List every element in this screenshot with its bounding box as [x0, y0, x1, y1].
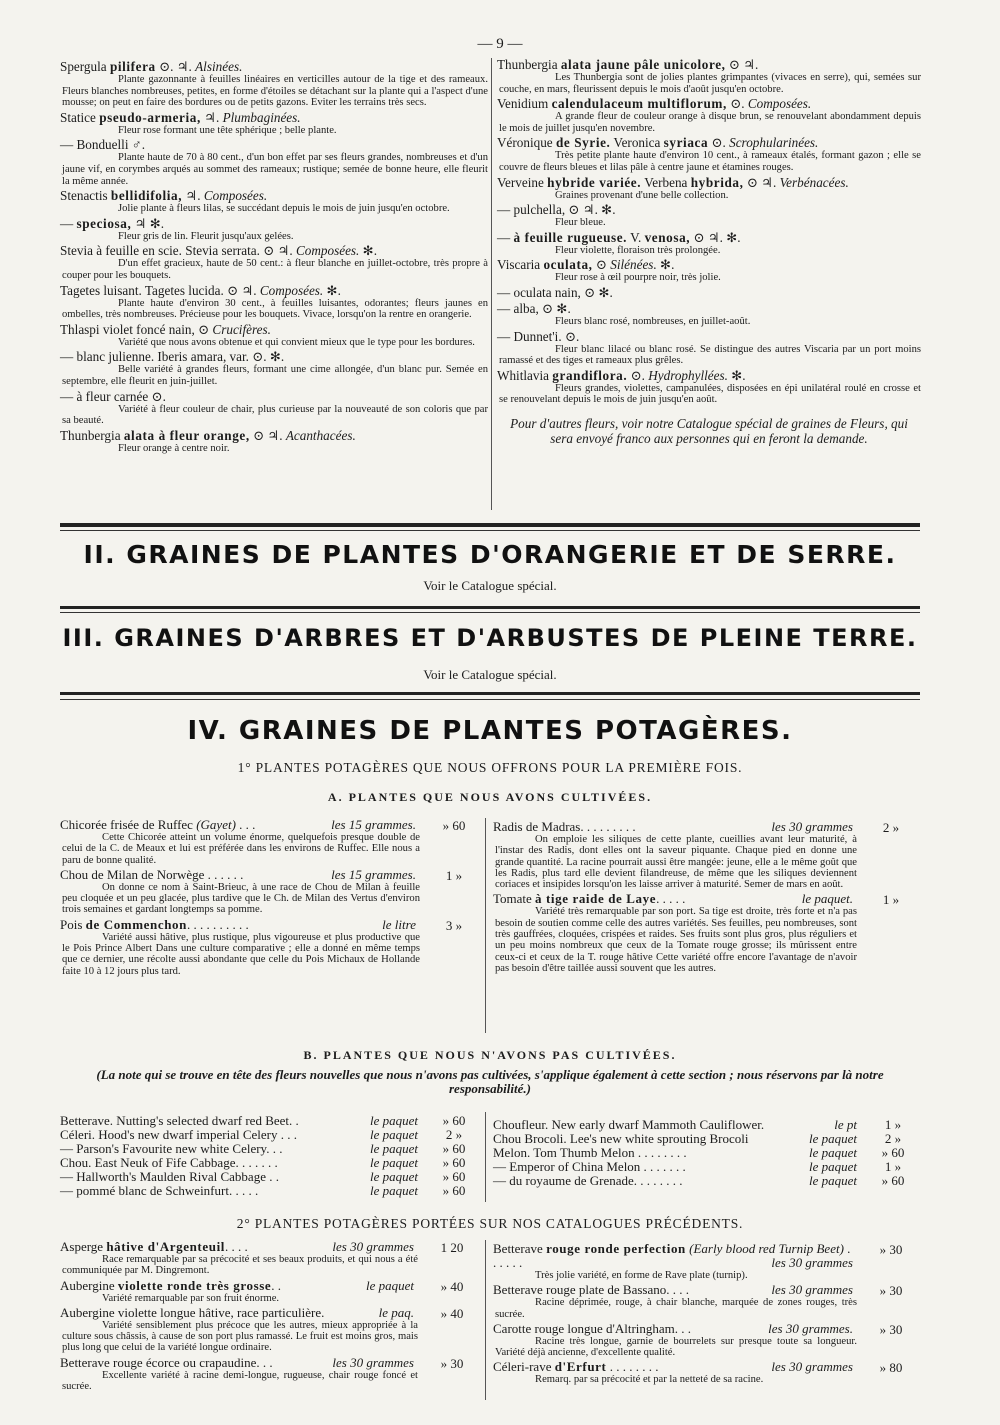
vegetable-name: Betterave rouge ronde perfection (Early blood red Turnip Beet) . . . . . . les 30 grammes	[493, 1241, 853, 1270]
vegetable-entry	[60, 866, 463, 916]
vegetable-entry	[493, 1282, 903, 1320]
flower-description: Graines provenant d'une belle collection.	[555, 189, 729, 201]
flower-name: Venidium calendulaceum multiflorum, ⊙. Composées.	[497, 96, 812, 112]
section-4-subheading-1: 1° PLANTES POTAGÈRES QUE NOUS OFFRONS POUR LA PREMIÈRE FOIS.	[237, 760, 743, 775]
section-title-4: IV. GRAINES DE PLANTES POTAGÈRES.	[187, 716, 793, 746]
vegetable-entry	[493, 891, 900, 974]
section-rule	[60, 692, 920, 695]
vegetable-description: Cette Chicorée atteint un volume énorme, quelquefois presque double de celui de la C. de Meaux et lui est préférée dans les environs de Ruffec. Elle nous a paru de bonne qualité.	[62, 832, 420, 866]
vegetable-name: Chou Brocoli. Lee's new white sprouting Brocoli	[493, 1131, 749, 1146]
flower-entry	[497, 302, 921, 328]
vegetable-entry	[493, 1359, 903, 1386]
vegetable-entry	[493, 1320, 903, 1359]
unit-label: les 30 grammes	[771, 819, 853, 834]
vegetable-name: Chicorée frisée de Ruffec (Gayet) . . . les 15 grammes.	[60, 817, 416, 832]
vegetable-name: Aubergine violette longue hâtive, race particulière. le paq.	[60, 1304, 414, 1320]
vegetable-name: Betterave rouge plate de Bassano. . . . les 30 grammes	[493, 1282, 853, 1298]
price: » 80	[879, 1360, 903, 1376]
flower-description: Plante haute de 70 à 80 cent., d'un bon effet par ses fleurs grandes, nombreuses et d'un jaune vif, en corymbes arqués au sommet des rameaux; rustique; semée de bonne heure, elle fleurit la même année.	[62, 152, 488, 187]
flower-entry	[60, 350, 488, 387]
subsection-b-heading: B. PLANTES QUE NOUS N'AVONS PAS CULTIVÉES.	[303, 1048, 677, 1062]
flower-entry	[60, 111, 488, 137]
price-row	[493, 1173, 905, 1188]
unit-label: les 30 grammes.	[768, 1320, 853, 1336]
vegetable-entry	[60, 817, 466, 866]
vegetable-name: Radis de Madras. . . . . . . . . les 30 grammes	[493, 819, 853, 834]
flower-name: Thlaspi violet foncé nain, ⊙ Crucifères.	[60, 321, 271, 337]
unit-label: le paquet	[365, 1277, 414, 1293]
price-row	[493, 1131, 902, 1146]
vegetable-entry	[60, 1277, 464, 1304]
vegetable-description: Racine déprimée, rouge, à chair blanche, marquée de zones rouges, très sucrée.	[495, 1297, 857, 1320]
unit-label: le paquet	[369, 1127, 418, 1142]
flower-entry	[497, 203, 921, 229]
vegetable-entry	[493, 1241, 903, 1281]
vegetable-name: — Emperor of China Melon . . . . . . .	[493, 1159, 686, 1174]
vegetable-name: Betterave rouge écorce ou crapaudine. . . les 30 grammes	[60, 1354, 414, 1370]
section-4-subheading-2: 2° PLANTES POTAGÈRES PORTÉES SUR NOS CATALOGUES PRÉCÉDENTS.	[236, 1216, 744, 1231]
vegetable-description: Variété aussi hâtive, plus rustique, plus vigoureuse et plus productive que le Pois Prince Albert Dans une culture comparative ; elle a donné en même temps que ce dernier, une récolte aussi abondante que celle du Pois Michaux de Hollande faite 10 à 12 jours plus tard.	[62, 931, 420, 977]
flower-entry	[60, 429, 488, 455]
vegetable-description: Racine très longue, garnie de bourrelets sur presque toute sa longueur. Variété déjà ancienne, d'excellente qualité.	[495, 1335, 857, 1359]
flower-name: Thunbergia alata à fleur orange, ⊙ ♃. Acanthacées.	[60, 427, 356, 443]
vegetable-description: Variété très remarquable par son port. Sa tige est droite, très forte et n'a pas besoin de soutien comme celle des autres variétés. Ses feuilles, peu nombreuses, sont très gauffrées, cloquées, crispées et raides. Ses fruits sont plus gros, plus réguliers et un peu moins nombreux que ceux de la Tomate rouge grosse; ils mûrissent entre ceux-ci et ceux de la T. rouge hâtive Cette variété offre encore l'avantage de n'avoir pas besoin d'être taillée aussi souvent que les autres.	[495, 906, 857, 974]
left-column	[60, 60, 488, 456]
section-subtitle-3: Voir le Catalogue spécial.	[423, 667, 557, 682]
price: 1 »	[884, 1159, 902, 1174]
unit-label: les 15 grammes.	[331, 817, 416, 832]
flower-entry	[60, 284, 488, 321]
flower-name: — Bonduelli ♂.	[60, 137, 145, 153]
veg-a-left	[60, 817, 466, 979]
vegetable-name: — du royaume de Grenade. . . . . . . .	[493, 1173, 683, 1188]
price: » 60	[442, 1169, 466, 1184]
flower-description: Fleurs grandes, violettes, campanulées, disposées en épi unilatéral roulé en crosse et se renouvelant depuis le mois de juin jusqu'en août.	[499, 382, 921, 406]
unit-label: les 30 grammes	[332, 1239, 414, 1254]
vegetable-name: Chou de Milan de Norwège . . . . . . les 15 grammes.	[60, 866, 416, 882]
vegetable-name: Tomate à tige raide de Laye. . . . . le paquet.	[493, 891, 853, 907]
vegetable-name: Aubergine violette ronde très grosse. . le paquet	[60, 1277, 414, 1293]
price-row	[60, 1169, 466, 1184]
price: » 30	[879, 1321, 903, 1337]
veg-c-right	[493, 1241, 903, 1388]
flower-description: D'un effet gracieux, haute de 50 cent.: à fleur blanche en juillet-octobre, très propre à couper pour les bouquets.	[62, 258, 488, 281]
veg-c-left	[60, 1239, 464, 1394]
unit-label: le paquet	[808, 1173, 857, 1188]
vegetable-name: Asperge hâtive d'Argenteuil. . . . les 30 grammes	[60, 1239, 414, 1254]
unit-label: les 30 grammes	[771, 1359, 853, 1375]
section-rule	[60, 699, 920, 700]
section-title-3: III. GRAINES D'ARBRES ET D'ARBUSTES DE PLEINE TERRE.	[62, 624, 918, 652]
price: » 60	[442, 1183, 466, 1198]
unit-label: le pt	[834, 1117, 857, 1132]
vegetable-name: Carotte rouge longue d'Altringham. . . les 30 grammes.	[493, 1320, 853, 1336]
flower-description: Fleurs blanc rosé, nombreuses, en juillet-août.	[555, 315, 751, 327]
veg-a-right	[493, 819, 900, 976]
section-title-2: II. GRAINES DE PLANTES D'ORANGERIE ET DE SERRE.	[83, 540, 897, 569]
vegetable-name: — Hallworth's Maulden Rival Cabbage . .	[60, 1169, 279, 1184]
price: » 30	[879, 1242, 903, 1257]
subsection-a-heading: A. PLANTES QUE NOUS AVONS CULTIVÉES.	[327, 790, 653, 804]
veg-b-right	[493, 1117, 905, 1188]
column-divider	[485, 818, 486, 1033]
flower-name: Verveine hybride variée. Verbena hybrida, ⊙ ♃. Verbénacées.	[497, 174, 849, 190]
vegetable-name: Céleri-rave d'Erfurt . . . . . . . . les 30 grammes	[493, 1359, 853, 1375]
flower-name: Spergula pilifera ⊙. ♃. Alsinées.	[60, 59, 243, 74]
vegetable-description: Excellente variété à racine demi-longue, rugueuse, chair rouge foncé et sucrée.	[62, 1369, 418, 1393]
price: » 60	[442, 1155, 466, 1170]
price: 3 »	[445, 917, 463, 933]
price: » 60	[881, 1145, 905, 1160]
unit-label: les 30 grammes	[771, 1282, 853, 1298]
flower-name: Whitlavia grandiflora. ⊙. Hydrophyllées. ✻.	[497, 367, 746, 383]
vegetable-name: Céleri. Hood's new dwarf imperial Celery . . .	[60, 1127, 297, 1142]
flower-entry	[497, 176, 921, 202]
flower-name: Viscaria oculata, ⊙ Silénées. ✻.	[497, 257, 675, 273]
flower-entry	[497, 369, 921, 406]
flower-name: Stenactis bellidifolia, ♃. Composées.	[60, 188, 268, 204]
flower-name: — oculata nain, ⊙ ✻.	[497, 284, 613, 300]
unit-label: le paquet	[808, 1131, 857, 1146]
flower-entry	[497, 97, 921, 134]
price: » 30	[440, 1355, 464, 1371]
price: » 40	[440, 1278, 464, 1294]
flower-entry	[497, 58, 921, 95]
vegetable-entry	[60, 1354, 464, 1393]
flower-name: Tagetes luisant. Tagetes lucida. ⊙ ♃. Composées. ✻.	[60, 282, 341, 298]
vegetable-name: Betterave. Nutting's selected dwarf red Beet. .	[60, 1113, 299, 1128]
vegetable-description: Variété remarquable par son fruit énorme.	[102, 1292, 280, 1304]
flower-name: Statice pseudo-armeria, ♃. Plumbaginées.	[60, 109, 301, 125]
price: » 60	[442, 818, 466, 833]
column-divider	[485, 1240, 486, 1400]
vegetable-description: Variété sensiblement plus précoce que les autres, mieux appropriée à la culture sous châssis, à cause de son port plus ramassé. Le fruit est moins gros, mais plus long que celui de la variété longue ordinaire.	[62, 1319, 418, 1354]
flower-entry	[497, 330, 921, 367]
flower-description: Les Thunbergia sont de jolies plantes grimpantes (vivaces en serre), qui, semées sur couche, en mars, fleurissent depuis le mois d'août jusqu'en octobre.	[499, 72, 921, 95]
unit-label: le paquet	[369, 1141, 418, 1156]
flower-name: Thunbergia alata jaune pâle unicolore, ⊙ ♃.	[497, 57, 759, 72]
vegetable-name: Choufleur. New early dwarf Mammoth Cauliflower.	[493, 1117, 765, 1132]
column-divider	[491, 58, 492, 510]
vegetable-entry	[493, 819, 900, 891]
page-number: — 9 —	[477, 36, 523, 52]
unit-label: le paquet	[808, 1145, 857, 1160]
flower-name: — à feuille rugueuse. V. venosa, ⊙ ♃. ✻.	[497, 229, 741, 245]
flower-entry	[60, 189, 488, 215]
price-row	[60, 1127, 463, 1142]
unit-label: le paquet	[369, 1155, 418, 1170]
flower-entry	[60, 244, 488, 281]
price: » 30	[879, 1283, 903, 1299]
flower-name: Stevia à feuille en scie. Stevia serrata. ⊙ ♃. Composées. ✻.	[60, 243, 378, 259]
vegetable-name: Melon. Tom Thumb Melon . . . . . . . .	[493, 1145, 687, 1160]
flower-entry	[497, 286, 921, 300]
price-row	[60, 1141, 466, 1156]
flower-name: — à fleur carnée ⊙.	[60, 388, 166, 404]
unit-label: les 30 grammes	[332, 1354, 414, 1370]
flower-name: — pulchella, ⊙ ♃. ✻.	[497, 202, 616, 218]
flower-description: Fleur rose formant une tête sphérique ; belle plante.	[118, 124, 337, 136]
vegetable-description: Race remarquable par sa précocité et ses beaux produits, et qui nous a été communiquée par M. Dingremont.	[62, 1254, 418, 1277]
flower-entry	[60, 323, 488, 349]
flower-entry	[497, 258, 921, 284]
price-row	[493, 1117, 902, 1132]
unit-label: les 15 grammes.	[331, 866, 416, 882]
flower-name: — speciosa, ♃ ✻.	[60, 215, 165, 231]
unit-label: le litre	[382, 916, 416, 932]
flower-description: Fleur violette, floraison très prolongée.	[555, 244, 721, 256]
flower-description: Fleur blanc lilacé ou blanc rosé. Se distingue des autres Viscaria par un port moins ramassé et des tiges et rameaux plus grêles.	[499, 343, 921, 367]
flower-description: Jolie plante à fleurs lilas, se succédant depuis le mois de juin jusqu'en octobre.	[118, 203, 450, 215]
flower-entry	[60, 217, 488, 243]
unit-label: le paquet	[369, 1113, 418, 1128]
right-column	[497, 58, 921, 446]
section-subtitle-2: Voir le Catalogue spécial.	[423, 578, 557, 593]
catalogue-note: Pour d'autres fleurs, voir notre Catalogue spécial de graines de Fleurs, qui sera envoyé franco aux personnes qui en feront la demande.	[510, 415, 908, 446]
unit-label: le paquet.	[801, 891, 853, 907]
section-rule	[60, 612, 920, 613]
price-row	[493, 1159, 902, 1174]
price-row	[60, 1155, 466, 1170]
flower-description: Belle variété à grandes fleurs, formant une cime allongée, d'un blanc pur. Semée en septembre, elle fleurit en juin-juillet.	[62, 364, 488, 387]
flower-description: Très petite plante haute d'environ 10 cent., à rameaux étalés, formant gazon ; elle se couvre de fleurs bleues et lilas pâle à centre jaune et étamines rouges.	[499, 150, 921, 173]
price-row	[60, 1113, 466, 1128]
vegetable-name: — Parson's Favourite new white Celery. . .	[60, 1141, 283, 1156]
vegetable-entry	[60, 1239, 464, 1277]
flower-name: — alba, ⊙ ✻.	[497, 300, 571, 316]
flower-description: Plante gazonnante à feuilles linéaires en verticilles autour de la tige et des rameaux. Fleurs blanches nombreuses, petites, en forme d'étoiles se détachant sur la plante qui a l'aspect d'une mousse; on peut en faire des bordures ou de petits gazons. Eviter les terrains très secs.	[62, 74, 488, 109]
price: 1 20	[440, 1240, 464, 1255]
price: 1 »	[445, 867, 463, 883]
flower-description: Variété que nous avons obtenue et qui convient mieux que le type pour les bordures.	[118, 336, 475, 348]
vegetable-description: On donne ce nom à Saint-Brieuc, à une race de Chou de Milan à feuille peu cloquée et un peu glacée, plus tardive que le Ch. de Milan des Vertus d'environ trois semaines et gardant longtemps sa pomme.	[62, 881, 420, 916]
flower-description: Fleur bleue.	[555, 217, 606, 229]
unit-label: le paquet	[369, 1183, 418, 1198]
flower-description: Fleur gris de lin. Fleurit jusqu'aux gelées.	[118, 230, 294, 242]
price: 1 »	[882, 892, 900, 908]
vegetable-description: Très jolie variété, en forme de Rave plate (turnip).	[535, 1270, 748, 1281]
vegetable-name: Chou. East Neuk of Fife Cabbage. . . . . . .	[60, 1155, 278, 1170]
flower-name: — Dunnet'i. ⊙.	[497, 328, 580, 344]
flower-entry	[497, 136, 921, 173]
flower-description: Variété à fleur couleur de chair, plus curieuse par la nouveauté de son coloris que par sa beauté.	[62, 403, 488, 427]
section-rule	[60, 606, 920, 609]
unit-label: le paquet	[808, 1159, 857, 1174]
vegetable-name: — pommé blanc de Schweinfurt. . . . .	[60, 1183, 259, 1198]
price-row	[60, 1183, 466, 1198]
price: 2 »	[882, 820, 900, 835]
column-divider	[485, 1112, 486, 1202]
subsection-b-note: (La note qui se trouve en tête des fleurs nouvelles que nous n'avons pas cultivées, s'applique également à cette section ; nous réservons par là notre responsabilité.)	[96, 1067, 884, 1096]
vegetable-name: Pois de Commenchon. . . . . . . . . . le litre	[60, 916, 416, 932]
price: » 60	[442, 1141, 466, 1156]
unit-label: les 30 grammes	[771, 1255, 853, 1270]
unit-label: le paquet	[369, 1169, 418, 1184]
section-rule	[60, 523, 920, 527]
flower-description: Plante haute d'environ 30 cent., à feuilles luisantes, odorantes; fleurs jaunes en ombelles, très nombreuses. Précieuse pour les bouquets. Vivace, lorsqu'on la rentre en orangerie.	[62, 297, 488, 321]
flower-entry	[497, 231, 921, 257]
flower-entry	[60, 138, 488, 187]
vegetable-description: On emploie les siliques de cette plante, cueillies avant leur maturité, à l'instar des Radis, dont elles ont la saveur piquante. Chaque pied en donne une grande quantité. La racine pourrait aussi être mangée: jeune, elle a le même goût que les Radis, plus tard elle devient filandreuse, de même que les siliques deviennent coriaces et insipides lorsqu'on les laisse arriver à maturité. Semer de mars en août.	[495, 834, 857, 891]
vegetable-entry	[60, 916, 463, 977]
price: 1 »	[884, 1117, 902, 1132]
price: » 40	[440, 1305, 464, 1321]
price: » 60	[881, 1173, 905, 1188]
flower-description: Fleur orange à centre noir.	[118, 442, 230, 454]
flower-description: A grande fleur de couleur orange à disque brun, se renouvelant abondamment depuis le mois de juillet jusqu'en novembre.	[499, 111, 921, 134]
flower-entry	[60, 60, 488, 109]
vegetable-description: Remarq. par sa précocité et par la netteté de sa racine.	[535, 1374, 764, 1386]
flower-name: — blanc julienne. Iberis amara, var. ⊙. ✻.	[60, 349, 285, 365]
vegetable-entry	[60, 1304, 464, 1354]
section-rule	[60, 530, 920, 531]
price: 2 »	[884, 1131, 902, 1146]
price: 2 »	[445, 1127, 463, 1142]
veg-b-left	[60, 1113, 466, 1198]
price-row	[493, 1145, 905, 1160]
price: » 60	[442, 1113, 466, 1128]
flower-name: Véronique de Syrie. Veronica syriaca ⊙. Scrophularinées.	[497, 135, 819, 151]
flower-entry	[60, 390, 488, 427]
flower-description: Fleur rose à œil pourpre noir, très jolie.	[555, 272, 721, 284]
unit-label: le paq.	[378, 1304, 414, 1320]
